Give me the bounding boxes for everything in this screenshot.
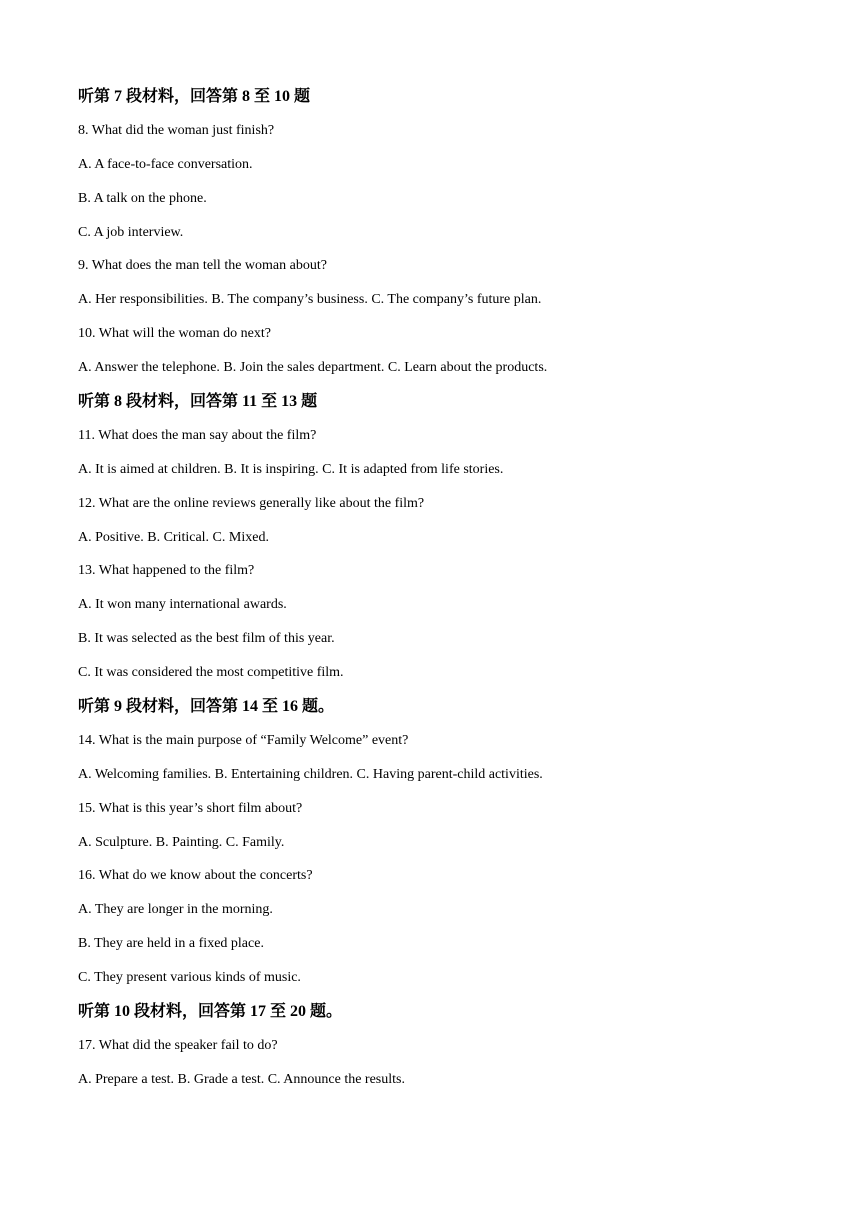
option-13a: A. It won many international awards. xyxy=(78,597,287,613)
section-heading-7: 听第 7 段材料，回答第 8 至 10 题 xyxy=(78,88,311,105)
question-10: 10. What will the woman do next? xyxy=(78,326,271,342)
options-10: A. Answer the telephone. B. Join the sales department. C. Learn about the products. xyxy=(78,360,548,376)
option-16b: B. They are held in a fixed place. xyxy=(78,936,264,952)
question-12: 12. What are the online reviews generally like about the film? xyxy=(78,495,425,511)
option-16a: A. They are longer in the morning. xyxy=(78,902,273,918)
options-11: A. It is aimed at children. B. It is inspiring. C. It is adapted from life stories. xyxy=(78,461,504,477)
question-15: 15. What is this year’s short film about? xyxy=(78,800,303,816)
options-17: A. Prepare a test. B. Grade a test. C. Announce the results. xyxy=(78,1071,405,1087)
question-13: 13. What happened to the film? xyxy=(78,563,255,579)
section-heading-8: 听第 8 段材料，回答第 11 至 13 题 xyxy=(78,393,318,411)
options-14: A. Welcoming families. B. Entertaining children. C. Having parent-child activities. xyxy=(78,766,543,782)
document-page xyxy=(78,84,798,1101)
question-11: 11. What does the man say about the film? xyxy=(78,427,317,443)
option-13b: B. It was selected as the best film of this year. xyxy=(78,631,335,647)
question-17: 17. What did the speaker fail to do? xyxy=(78,1037,278,1053)
option-8c: C. A job interview. xyxy=(78,224,184,240)
option-8a: A. A face-to-face conversation. xyxy=(78,156,253,172)
option-13c: C. It was considered the most competitive film. xyxy=(78,665,344,681)
options-9: A. Her responsibilities. B. The company’s business. C. The company’s future plan. xyxy=(78,292,542,308)
section-heading-10: 听第 10 段材料，回答第 17 至 20 题。 xyxy=(78,1003,343,1021)
options-12: A. Positive. B. Critical. C. Mixed. xyxy=(78,529,269,545)
question-8: 8. What did the woman just finish? xyxy=(78,122,275,138)
option-16c: C. They present various kinds of music. xyxy=(78,970,301,986)
question-9: 9. What does the man tell the woman about? xyxy=(78,258,327,274)
option-8b: B. A talk on the phone. xyxy=(78,190,207,206)
question-14: 14. What is the main purpose of “Family Welcome” event? xyxy=(78,732,409,748)
question-16: 16. What do we know about the concerts? xyxy=(78,868,313,884)
section-heading-9: 听第 9 段材料，回答第 14 至 16 题。 xyxy=(78,698,335,716)
options-15: A. Sculpture. B. Painting. C. Family. xyxy=(78,834,285,850)
